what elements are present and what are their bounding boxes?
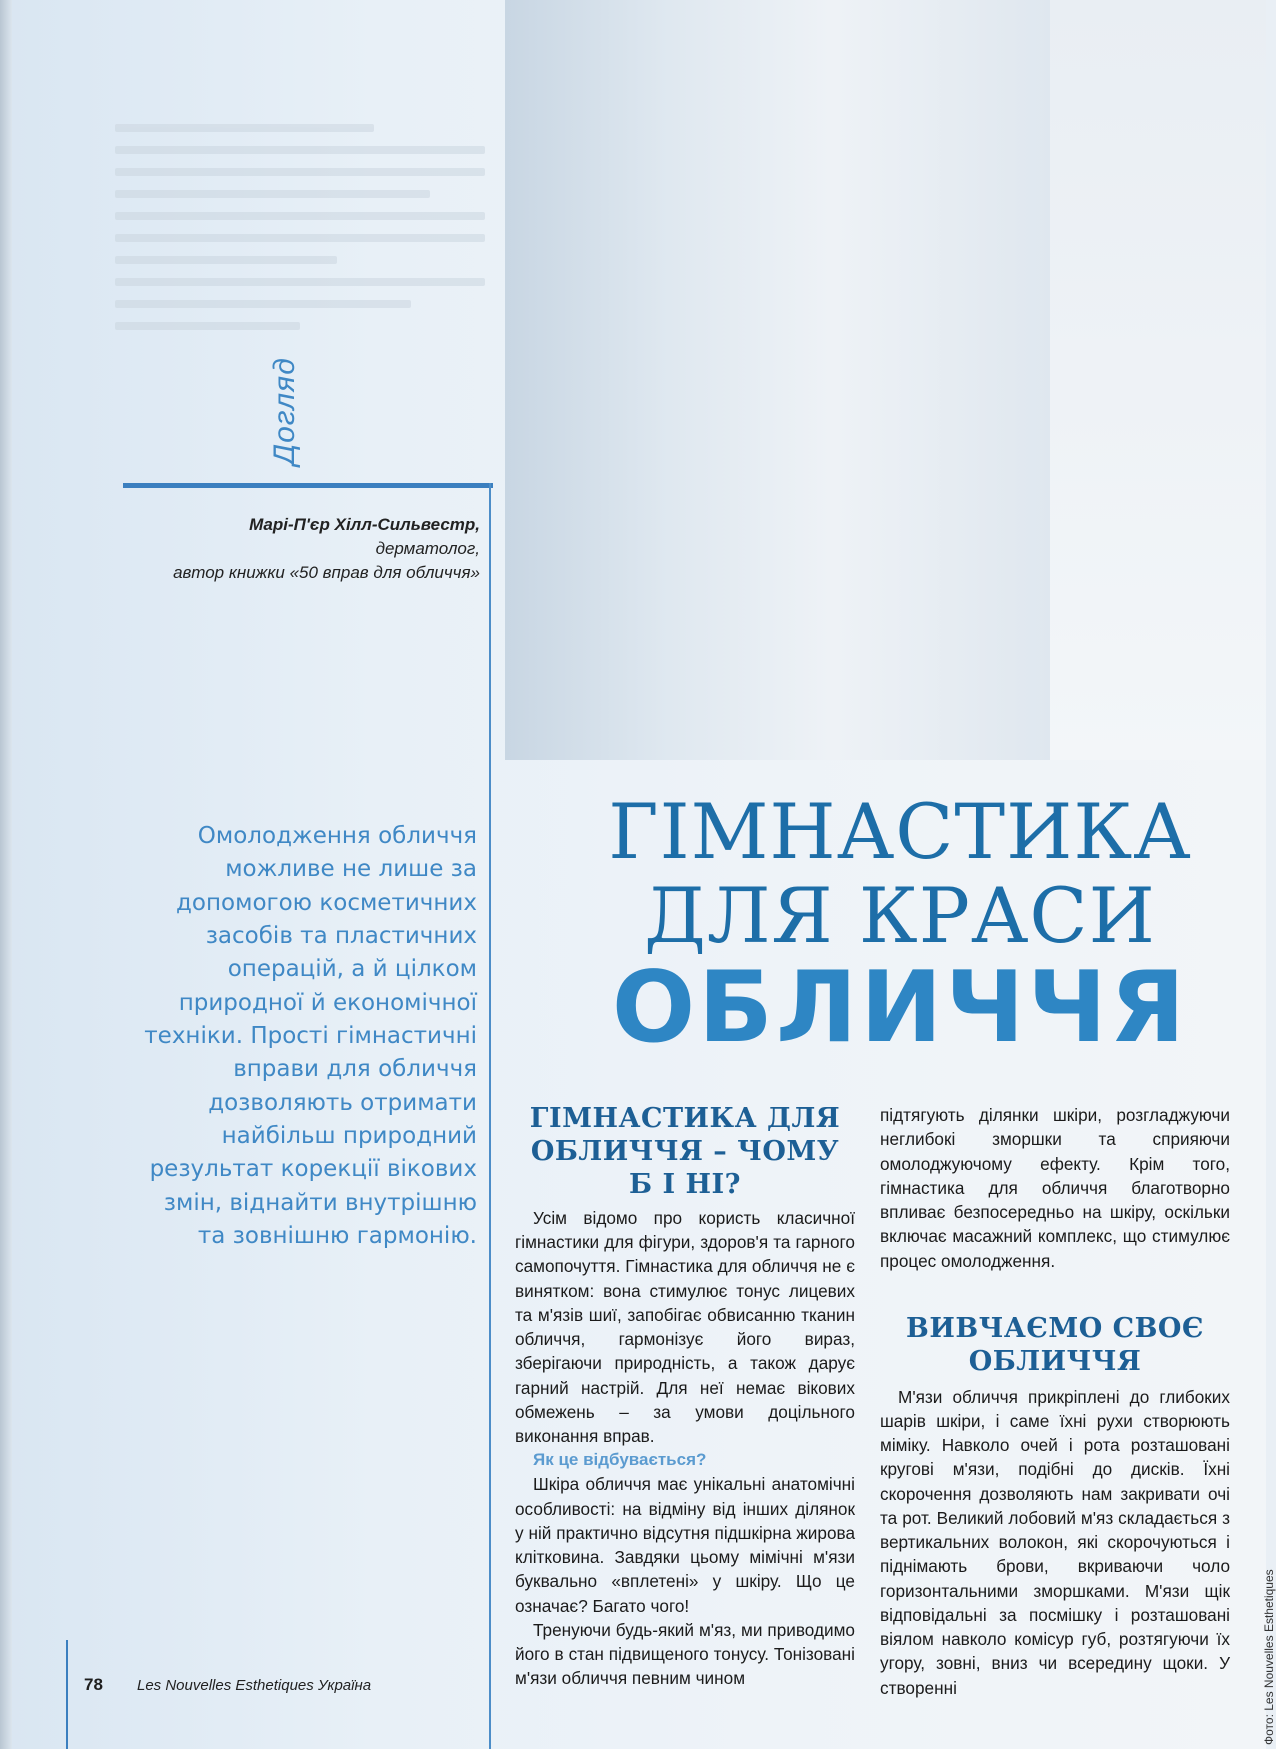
show-through-text (115, 110, 485, 344)
photo-background-right (1050, 0, 1266, 760)
author-role: дерматолог, (375, 538, 480, 558)
author-credit (173, 513, 480, 584)
article-column-2 (880, 1103, 1230, 1700)
page-number: 78 (84, 1675, 103, 1694)
paragraph: Шкіра обличчя має унікальні анатомічні особливості: на відміну від інших ділянок у ній практично відсутня підшкірна жирова клітковина. Завдяки цьому мімічні м'язи буквально «вплетені» у шкіру. Що це означає? Багато чого! (515, 1474, 855, 1616)
page-gutter (0, 0, 12, 1749)
paragraph: підтягують ділянки шкіри, розгладжуючи неглибокі зморшки та сприяючи омолоджуючому ефекту. Крім того, гімнастика для обличчя благотворно впливає безпосередньо на шкіру, оскільки включає масажний комплекс, що стимулює процес омолодження. (880, 1105, 1230, 1271)
paragraph: М'язи обличчя прикріплені до глибоких шарів шкіри, і саме їхні рухи створюють міміку. Навколо очей і рота розташовані кругові м'язи, подібні до дисків. Їхні скорочення дозволяють нам закривати очі та рот. Великий лобовий м'яз складається з вертикальних волокон, які скорочуються і піднімають брови, вкриваючи чоло горизонтальними зморшками. М'язи щік відповідальні за посмішку і розташовані віялом навколо комісур губ, розтягуючи їх угору, зовні, вниз чи всередину щоки. У створенні (880, 1386, 1230, 1698)
column-rule (489, 483, 491, 1749)
subheading-how: Як це відбувається? (533, 1450, 707, 1470)
article-column-1 (515, 1103, 855, 1691)
footer-rule (66, 1640, 68, 1749)
author-book: автор книжки «50 вправ для обличчя» (173, 562, 480, 582)
paragraph: Усім відомо про користь класичної гімнастики для фігури, здоров'я та гарного самопочуття. Гімнастика для обличчя не є винятком: вона стимулює тонус лицевих та м'язів шиї, запобігає обвисанню тканин обличчя, гармонізує його вираз, зберігаючи природність, а також дарує гарний настрій. Для неї немає вікових обмежень – за умови доцільного виконання вправ. (515, 1207, 855, 1447)
portrait-photo (505, 0, 1050, 760)
section-label: Догляд (268, 357, 301, 465)
paragraph: Тренуючи будь-який м'яз, ми приводимо його в стан підвищеного тонусу. Тонізовані м'язи обличчя певним чином (515, 1619, 855, 1689)
heading-why-not: ГІМНАСТИКА ДЛЯ ОБЛИЧЧЯ – ЧОМУ Б І НІ? (529, 1103, 841, 1200)
article-title (540, 787, 1260, 1066)
lead-paragraph: Омолодження обличчя можливе не лише за допомогою косметичних засобів та пластичних операцій, а й цілком природної й економічної техніки. Прості гімнастичні вправи для обличчя дозволяють отримати найбільш природний результат корекції вікових змін, віднайти внутрішню та зовнішню гармонію. (144, 823, 477, 1250)
section-rule (123, 483, 493, 488)
magazine-name: Les Nouvelles Esthetiques Україна (137, 1677, 372, 1694)
photo-credit: Фото: Les Nouvelles Esthetiques (1262, 1569, 1276, 1745)
title-line-2: ДЛЯ КРАСИ (644, 870, 1156, 960)
author-name: Марі-П'єр Хілл-Сильвестр, (249, 515, 480, 534)
title-line-3: ОБЛИЧЧЯ (611, 951, 1189, 1066)
heading-study-face: ВИВЧАЄМО СВОЄ ОБЛИЧЧЯ (906, 1312, 1204, 1377)
title-line-1: ГІМНАСТИКА (608, 787, 1192, 876)
